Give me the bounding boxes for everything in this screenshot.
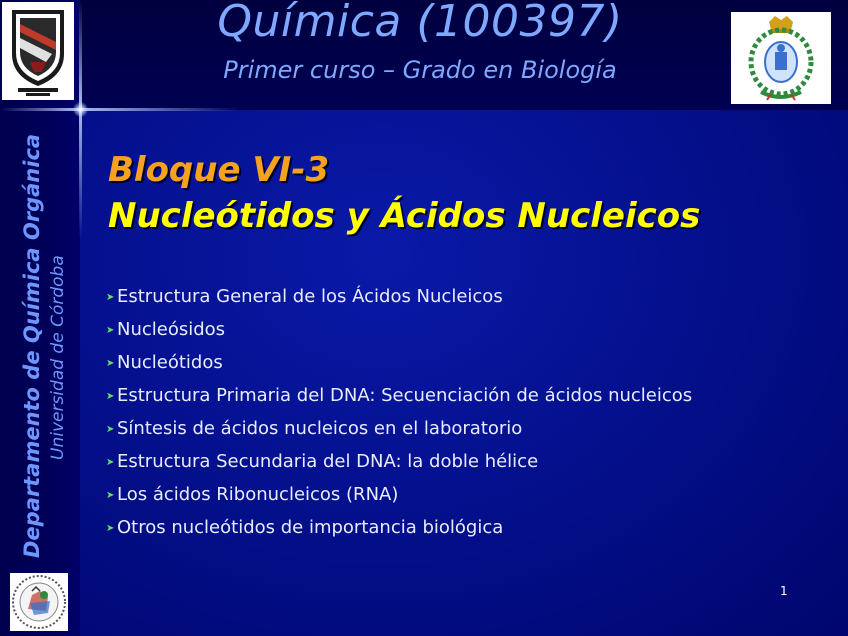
list-item bbox=[106, 383, 692, 416]
bullet-arrow-icon: ➤ bbox=[106, 325, 115, 336]
department-label: Departamento de Química Orgánica bbox=[20, 133, 44, 558]
topic-list bbox=[106, 284, 692, 548]
faculty-emblem-icon bbox=[731, 12, 831, 104]
list-item bbox=[106, 350, 692, 383]
topic-text: Estructura General de los Ácidos Nucleicos bbox=[117, 286, 503, 307]
sparkle-horizontal-line bbox=[0, 108, 240, 111]
topic-text: Síntesis de ácidos nucleicos en el laboratorio bbox=[117, 418, 523, 439]
university-label: Universidad de Córdoba bbox=[48, 255, 68, 460]
block-label: Bloque VI-3 bbox=[108, 150, 330, 190]
course-title: Química (100397) bbox=[217, 0, 623, 47]
department-seal-icon bbox=[10, 573, 68, 631]
bullet-arrow-icon: ➤ bbox=[106, 424, 115, 435]
course-subtitle: Primer curso – Grado en Biología bbox=[223, 56, 617, 84]
list-item bbox=[106, 416, 692, 449]
topic-text: Los ácidos Ribonucleicos (RNA) bbox=[117, 484, 399, 505]
list-item bbox=[106, 317, 692, 350]
list-item bbox=[106, 449, 692, 482]
bullet-arrow-icon: ➤ bbox=[106, 292, 115, 303]
sparkle-vertical-line bbox=[79, 0, 82, 240]
topic-text: Estructura Primaria del DNA: Secuenciación de ácidos nucleicos bbox=[117, 385, 693, 406]
topic-text: Nucleótidos bbox=[117, 352, 223, 373]
slide-heading: Nucleótidos y Ácidos Nucleicos bbox=[108, 196, 701, 236]
bullet-arrow-icon: ➤ bbox=[106, 490, 115, 501]
bullet-arrow-icon: ➤ bbox=[106, 523, 115, 534]
university-crest-icon bbox=[2, 2, 74, 100]
topic-text: Otros nucleótidos de importancia biológica bbox=[117, 517, 504, 538]
list-item bbox=[106, 515, 692, 548]
list-item bbox=[106, 284, 692, 317]
sparkle-icon bbox=[73, 102, 88, 117]
topic-text: Nucleósidos bbox=[117, 319, 226, 340]
topic-text: Estructura Secundaria del DNA: la doble hélice bbox=[117, 451, 539, 472]
list-item bbox=[106, 482, 692, 515]
page-number: 1 bbox=[780, 584, 788, 598]
bullet-arrow-icon: ➤ bbox=[106, 457, 115, 468]
bullet-arrow-icon: ➤ bbox=[106, 358, 115, 369]
bullet-arrow-icon: ➤ bbox=[106, 391, 115, 402]
